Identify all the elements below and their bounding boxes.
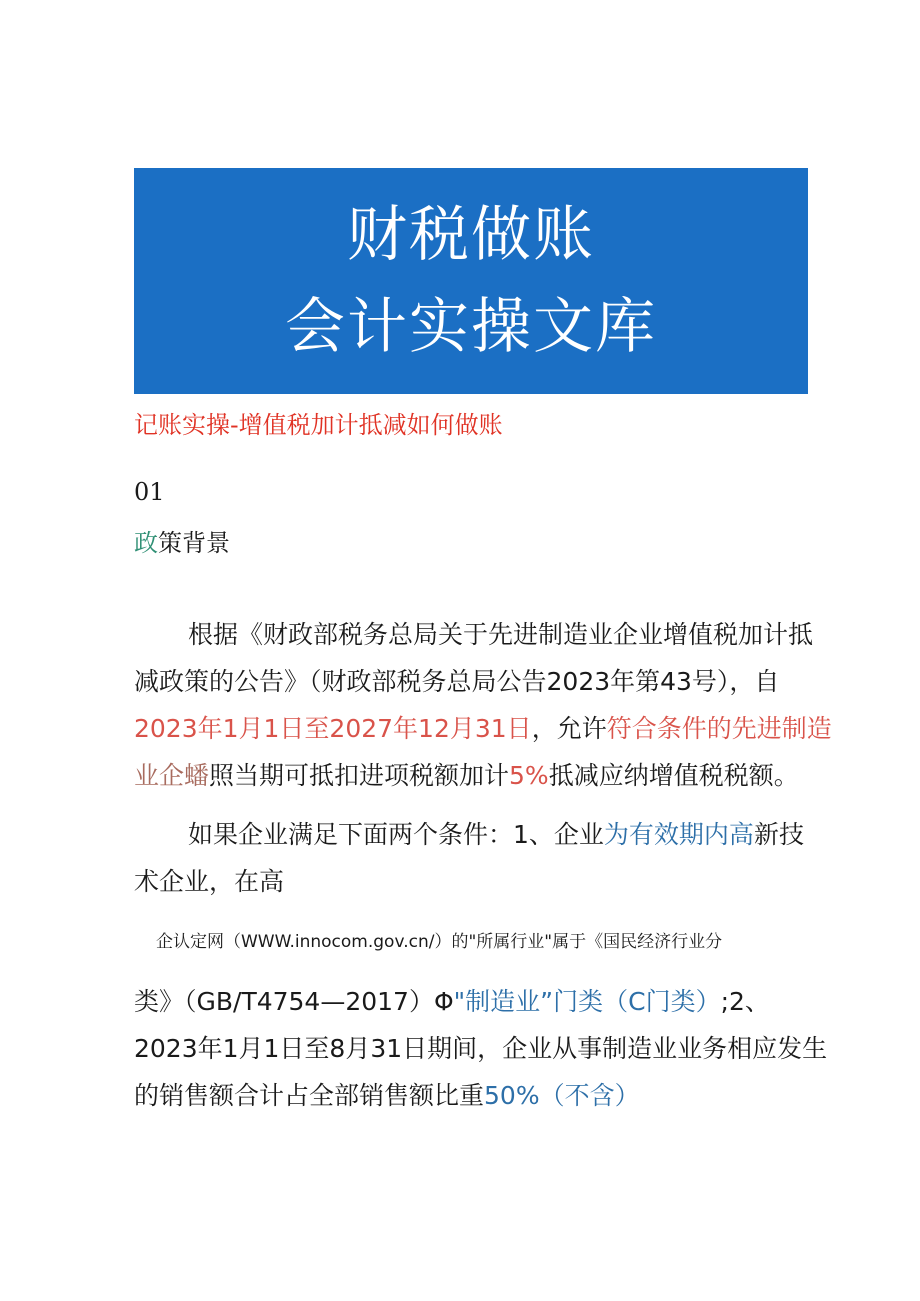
paragraph-line [134, 705, 832, 752]
banner-title-line2: 会计实操文库 [285, 292, 657, 362]
banner-title-line1: 财税做账 [347, 200, 595, 270]
text-run: 如果企业满足下面两个条件：1、企业 [188, 820, 604, 849]
text-run: 抵减应纳增值税税额。 [548, 761, 799, 790]
paragraph-line: 术企业，在高 [134, 867, 285, 896]
ratio-highlight: 50%（不含） [484, 1081, 640, 1110]
text-run: ;2、 [720, 987, 770, 1016]
eligible-highlight-cont: 业企蟠 [134, 761, 210, 790]
paragraph-line [134, 1072, 814, 1119]
text-run: 类》（GB/T4754—2017）Φ [134, 987, 454, 1016]
paragraph-conditions [134, 811, 814, 905]
high-tech-highlight: 为有效期内高 [603, 820, 754, 849]
paragraph-line: 减政策的公告》（财政部税务总局公告2023年第43号），自 [134, 667, 780, 696]
paragraph-industry [134, 978, 828, 1119]
small-print-line: 企认定网（WWW.innocom.gov.cn/）的"所属行业"属于《国民经济行业分 [156, 932, 723, 952]
text-run: 新技 [753, 820, 804, 849]
header-banner [134, 168, 808, 394]
date-range-highlight: 2023年1月1日至2027年12月31日 [134, 714, 532, 743]
paragraph-line: 根据《财政部税务总局关于先进制造业企业增值税加计抵 [188, 620, 814, 649]
text-run: 照当期可抵扣进项税额加计 [209, 761, 510, 790]
section-title-rest: 策背景 [158, 529, 230, 557]
section-number: 01 [134, 478, 165, 506]
eligible-highlight: 符合条件的先进制造 [606, 714, 832, 743]
manufacturing-highlight: "制造业”门类（C门类） [453, 987, 721, 1016]
document-subtitle: 记账实操-增值税加计抵减如何做账 [134, 411, 503, 439]
paragraph-line [134, 752, 814, 799]
paragraph-line [134, 978, 814, 1025]
paragraph-policy [134, 611, 832, 799]
text-run: ，允许 [531, 714, 607, 743]
paragraph-line: 2023年1月1日至8月31日期间，企业从事制造业业务相应发生 [134, 1034, 828, 1063]
text-run: 的销售额合计占全部销售额比重 [134, 1081, 485, 1110]
paragraph-line [134, 811, 814, 858]
section-title [134, 526, 230, 560]
section-title-accent: 政 [134, 529, 158, 557]
percent-highlight: 5% [509, 761, 549, 790]
